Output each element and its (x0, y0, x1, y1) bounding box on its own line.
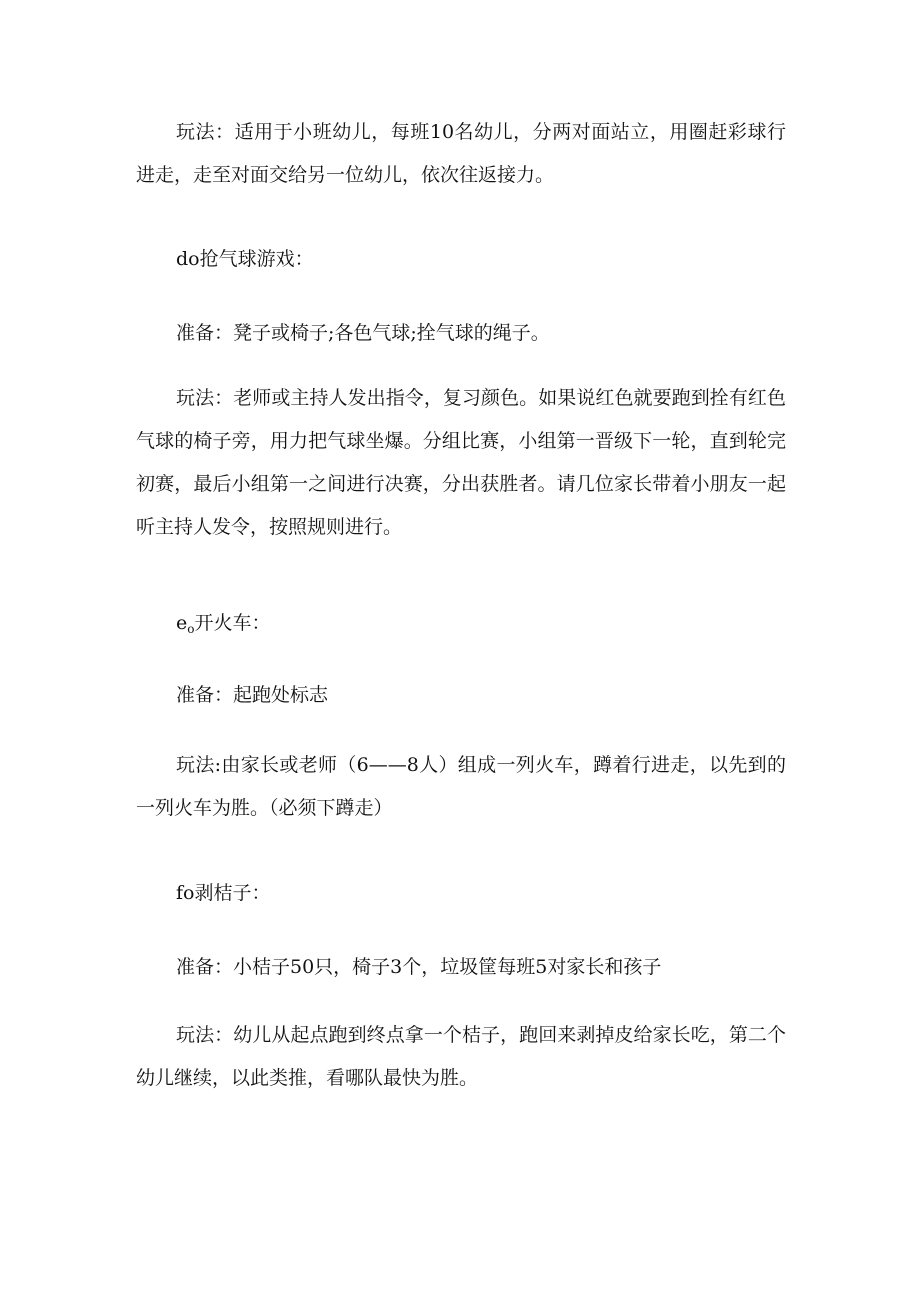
game-f-prep: 准备：小桔子50只，椅子3个，垃圾筐每班5对家长和孩子 (176, 956, 662, 978)
game-e-prep: 准备：起跑处标志 (176, 684, 329, 706)
game-d-rules: 玩法：老师或主持人发出指令，复习颜色。如果说红色就要跑到拴有红色气球的椅子旁，用力把气球坐爆。分组比赛，小组第一晋级下一轮，直到轮完初赛，最后小组第一之间进行决赛，分出获胜者。请几位家长带着小朋友一起听主持人发令，按照规则进行。 (136, 387, 786, 538)
game-c-rules: 玩法：适用于小班幼儿，每班10名幼儿，分两对面站立，用圈赶彩球行进走，走至对面交给另一位幼儿，依次往返接力。 (136, 121, 786, 186)
game-f-rules: 玩法：幼儿从起点跑到终点拿一个桔子，跑回来剥掉皮给家长吃，第二个幼儿继续，以此类推，看哪队最快为胜。 (136, 1024, 786, 1089)
game-f-heading: fo剥桔子： (176, 882, 271, 904)
game-e-rules: 玩法:由家长或老师（6——8人）组成一列火车，蹲着行进走，以先到的一列火车为胜。（必须下蹲走） (136, 754, 786, 819)
game-e-heading-letter: e (176, 612, 188, 634)
game-e-heading-text: 开火车： (194, 612, 271, 634)
game-e-heading (176, 602, 271, 651)
game-d-prep: 准备：凳子或椅子;各色气球;拴气球的绳子。 (176, 322, 550, 344)
game-e-heading-sub: o (187, 622, 195, 636)
game-d-heading: do抢气球游戏： (176, 248, 314, 270)
